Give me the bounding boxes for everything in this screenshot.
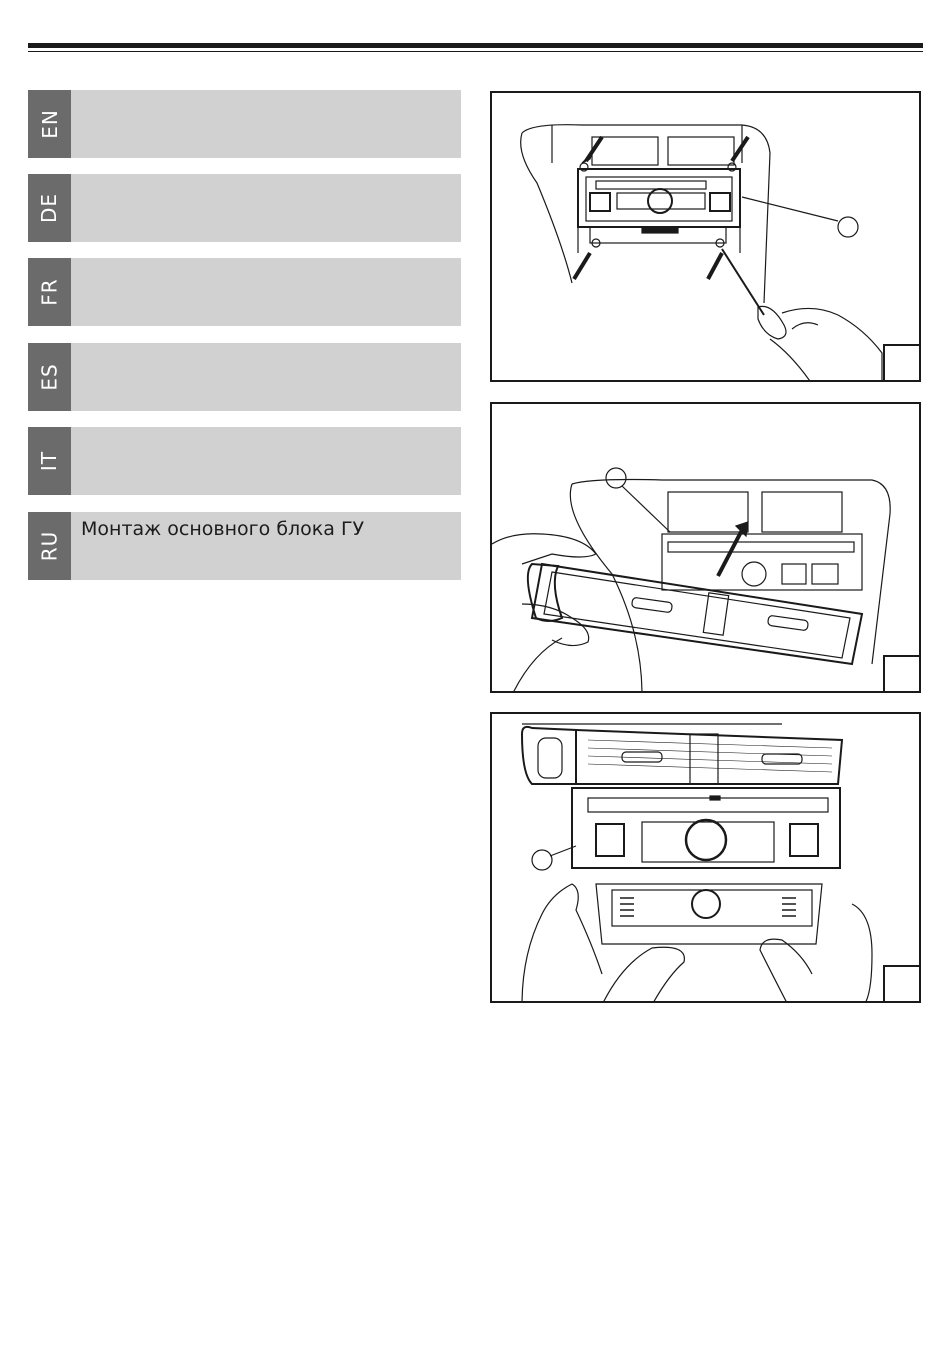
language-panel: [71, 258, 461, 326]
language-panel: [71, 174, 461, 242]
figure-number-box: [883, 344, 921, 382]
language-block-de: [28, 174, 461, 242]
section-text: Монтаж основного блока ГУ: [81, 518, 365, 540]
language-tab: [28, 258, 71, 326]
remove-vent-figure-icon: [492, 404, 921, 693]
language-block-ru: [28, 512, 461, 580]
language-tab: [28, 512, 71, 580]
language-block-es: [28, 343, 461, 411]
language-panel: [71, 90, 461, 158]
language-code: EN: [37, 109, 62, 139]
language-code: ES: [37, 363, 62, 391]
language-panel: [71, 427, 461, 495]
figure-number-box: [883, 655, 921, 693]
language-block-en: [28, 90, 461, 158]
language-code: IT: [37, 450, 62, 472]
language-code: DE: [37, 192, 62, 224]
language-tab: [28, 427, 71, 495]
language-tab: [28, 343, 71, 411]
figure-remove-screws: [490, 91, 921, 382]
language-block-it: [28, 427, 461, 495]
figure-remove-vent: [490, 402, 921, 693]
language-block-fr: [28, 258, 461, 326]
header-rule-thin: [28, 51, 923, 52]
language-tab: [28, 90, 71, 158]
language-code: RU: [37, 530, 62, 562]
figure-insert-unit: [490, 712, 921, 1003]
install-screw-figure-icon: [492, 93, 921, 382]
insert-unit-figure-icon: [492, 714, 921, 1003]
figure-number-box: [883, 965, 921, 1003]
language-panel: [71, 512, 461, 580]
language-code: FR: [37, 278, 62, 306]
language-tab: [28, 174, 71, 242]
header-rule-thick: [28, 43, 923, 48]
language-panel: [71, 343, 461, 411]
